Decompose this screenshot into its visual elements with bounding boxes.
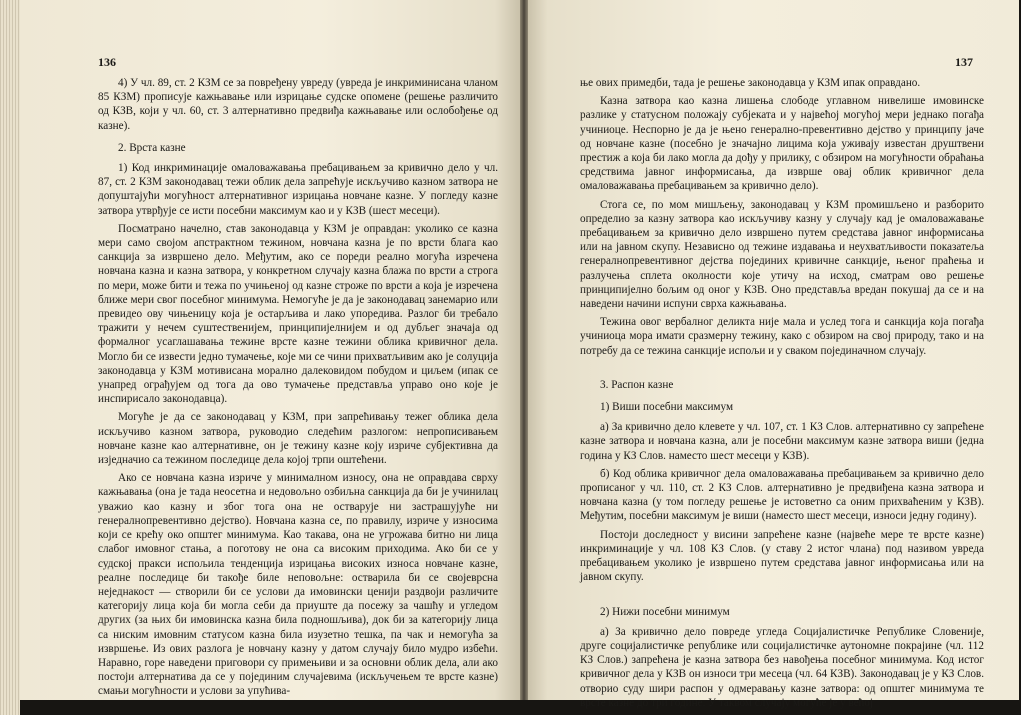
paragraph: Казна затвора као казна лишења слободе углавном нивелише имовинске разлике у статусном положају субјеката и у највећој могућој мери једнако погађа учиниоце. Неспорно је да је њено генерално-превентивно дејство у принципу јаче од новчане казне (посебно је значајно лицима која уживају известан друштвени престиж а која би лако могла да дођу у прилику, с обзиром на могућности обраћања средствима јавног информисања, да изврше овај облик кривичног дела омаловажавања пребацивањем за кривично дело). <box>580 95 984 193</box>
paragraph-spacer <box>580 362 984 370</box>
page-number-left: 136 <box>98 55 116 69</box>
section-heading: 2. Врста казне <box>118 141 186 154</box>
page-number-right: 137 <box>955 55 973 69</box>
paragraph: Могуће је да се законодавац у КЗМ, при запрећивању тежег облика дела искључиво казном затвора, руководио следећим разлогом: непрописивањем новчане казне као алтернативне, он је тежину казне коју изриче субјективна да изједначио са тежином последице дела којој трпи оштећени. <box>98 411 498 467</box>
paragraph: а) За кривично дело повреде угледа Социјалистичке Републике Словеније, друге социјалистичке републике или социјалистичке аутономне покрајине (чл. 112 КЗ Слов.) запрећена је казна затвора без навођења посебног минимума. Код истог кривичног дела у КЗВ он износи три месеца (чл. 64 КЗВ). Законодавац је у КЗ Слов. отворио суду шири распон у одмеравању казне затвора: од општег минимума те врсте казне до три године. У таквом случају могуће је у већој <box>580 625 984 709</box>
book-gutter <box>520 0 528 700</box>
left-page <box>20 0 520 700</box>
paragraph: Тежина овог вербалног деликта није мала и услед тога и санкција која погађа учиниоца мора имати сразмерну тежину, како с обзиром на свој природу, тако и на потребу да се тежина санкције испољи и у сваком појединачном случају. <box>580 316 984 357</box>
paragraph: Ако се новчана казна изриче у минималном износу, она не оправдава сврху кажњавања (она је тада неосетна и недовољно озбиљна санкција да би је учинилац уважио као казну и због тога она не остварује ни застрашујуће ни генералнопревентивно дејство). Новчана казна се, по правилу, изриче у износима који се крећу око општег минимума. Као такава, она не угрожава битно ни лица слабог имовног стања, а поготову не она са високим приходима. Ако би се у судској пракси испољила тенденција изрицања високих износа новчане казне, реалне последице би такође биле неповољне: остварила би се својеврсна неједнакост — створили би се услови да имовински ценији раздвоји различите категорију лица која би могла себи да приуште да посежу за чашћу и угледом других (за њих би имовинска казна била подношљива), док би за категорију лица са ниским имовним статусом казна била изузетно тешка, па чак и немогућа за извршење. Из ових разлога је новчану казну у датом случају било мудро избећи. Наравно, горе наведени приговори су примењиви и за основни облик дела, али ако постоји алтернатива да се у појединим случајевима (искључењем те врсте казне) смањи могућности и услови за упућива- <box>98 472 498 698</box>
paragraph: 4) У чл. 89, ст. 2 КЗМ се за повређену увреду (увреда је инкриминисана чланом 85 КЗМ) прописује кажњавање или изрицање судске опомене (решење различито од КЗВ, који у чл. 60, ст. 3 алтернативно предвиђа кажњавање или ослобођење од казне). <box>98 77 498 132</box>
paragraph: Посматрано начелно, став законодавца у КЗМ је оправдан: уколико се казна мери само својом апстрактном тежином, новчана казна је по врсти блага као санкција за извршено дело. Међутим, ако се пореди реално могућа изречена новчана казна и казна затвора, у конкретном случају казна блажа по врсти а строга по мери, може бити и тежа по учињеној од казне строже по врсти а која је изречена ближе мери свог посебног минимума. Немогуће је да је законодавац занемарио или превидео ову чињеницу која је остарљива и лако упоредива. Разлог би требало тражити у нечем суштественијем, принципијелнијем и од дубљег значаја од формалног усаглашавања тежине врсте казне тежини облика кривичног дела. Могло би се извести једно тумачење, које ми се чини прихватљивим ако је солуција законодавца у КЗМ мотивисана морално далековидом побудом и циљем (ипак се унапред ограђујем од тога да ово тумачење представља управо оно које је инспирисало законодавца). <box>98 222 498 406</box>
right-page-text <box>580 76 984 714</box>
section-heading: 2) Нижи посебни минимум <box>600 605 730 618</box>
paragraph: а) За кривично дело клевете у чл. 107, ст. 1 КЗ Слов. алтернативно су запрећене казне затвора и новчана казна, али је посебни максимум казне затвора виши (једна година у КЗ Слов. наместо шест месеци у КЗВ). <box>580 421 984 462</box>
section-heading: 3. Распон казне <box>600 378 674 391</box>
paragraph: б) Код облика кривичног дела омаловажавања пребацивањем за кривично дело прописаног у чл. 110, ст. 2 КЗ Слов. алтернативно је предвиђена казна затвора и новчана казна (у том погледу решење је истоветно са оним прихваћеним у КЗВ). Међутим, посебни максимум је виши (наместо шест месеци, износи једну годину). <box>580 467 984 523</box>
paragraph: 1) Код инкриминације омаловажавања пребацивањем за кривично дело у чл. 87, ст. 2 КЗМ законодавац тежи облик дела запрећује искључиво казном затвора не допуштајући могућност алтернативног изрицања новчане казне. У погледу казне затвора утврђује се исти посебни максимум као и у КЗВ (шест месеци). <box>98 162 498 217</box>
page-edges <box>0 0 20 715</box>
right-page <box>528 0 1019 709</box>
paragraph: ње ових примедби, тада је решење законодавца у КЗМ ипак оправдано. <box>580 77 921 89</box>
left-page-text <box>98 76 498 703</box>
paragraph: Стога се, по мом мишљењу, законодавац у КЗМ промишљено и разборито определио за казну затвора као искључиву казну у случају кад је омаловажавање пребацивањем за кривично дело извршено путем средстава јавног информисања или на јавном скупу. Независно од тежине издавања и неухватљивости показатеља генералнопревентивног дејства појединих кривичне санкције, њеног праћења и разлучења сплета околности које утичу на исход, сматрам ово решење принципијелно бољим од оног у КЗВ. Оно представља вредан покушај да се и на наведени начини испуни сврха кажњавања. <box>580 198 984 311</box>
paragraph-spacer <box>580 589 984 597</box>
section-heading: 1) Виши посебни максимум <box>600 401 734 414</box>
paragraph: Постоји доследност у висини запрећене казне (највеће мере те врсте казне) инкриминације у чл. 108 КЗ Слов. (у ставу 2 истог члана) под називом увреда пребацивањем уколико је извршено путем средстава јавног информисања или на јавном скупу. <box>580 528 984 584</box>
